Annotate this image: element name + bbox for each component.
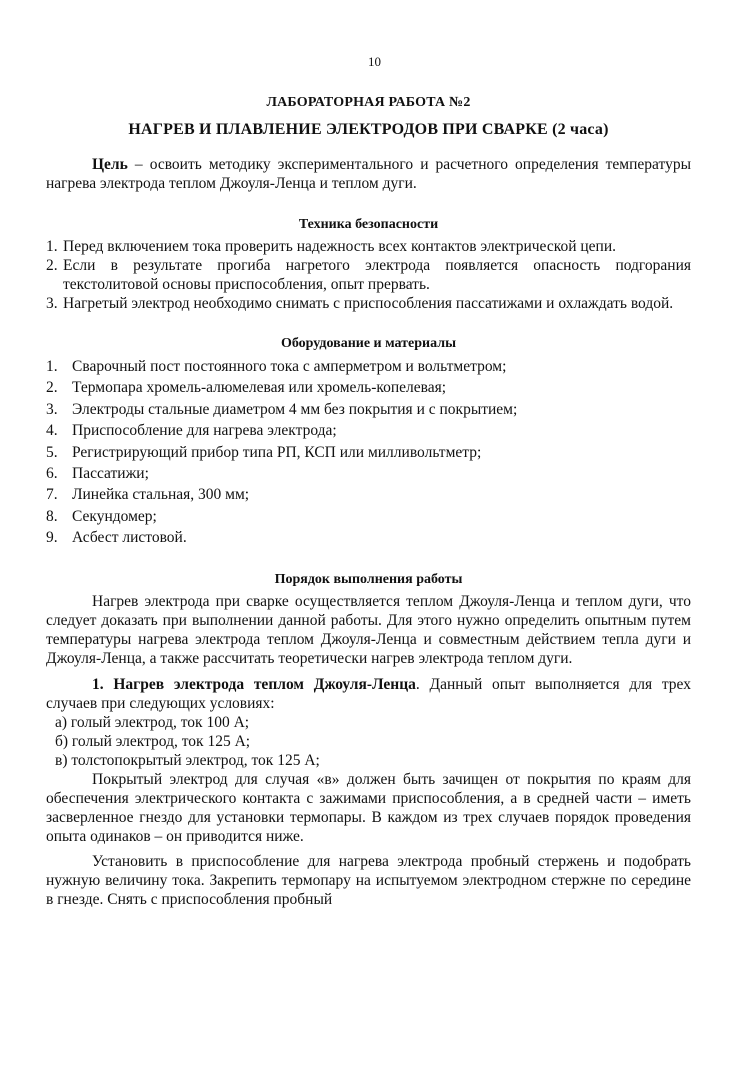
equipment-item-text: Сварочный пост постоянного тока с амперметром и вольтметром; [72,358,507,375]
equipment-item-text: Электроды стальные диаметром 4 мм без покрытия и с покрытием; [72,400,518,418]
equipment-item-number: 1. [46,358,58,375]
safety-item [46,294,691,313]
equipment-item-text: Регистрирующий прибор типа РП, КСП или милливольтметр; [72,443,482,461]
coated-electrode-paragraph: Покрытый электрод для случая «в» должен быть зачищен от покрытия по краям для обеспечения электрического контакта с зажимами приспособления, а в средней части – иметь засверленное гнездо для установки термопары. В каждом из трех случаев порядок проведения опыта одинаков – он приводится ниже. [46,770,691,845]
equipment-list [46,356,691,549]
safety-item [46,256,691,294]
equipment-item-number: 5. [46,443,58,461]
procedure-intro: Нагрев электрода при сварке осуществляется теплом Джоуля-Ленца и теплом дуги, что следует доказать при выполнении данной работы. Для этого нужно определить опытным путем температуры нагрева электрода теплом Джоуля-Ленца и совместным действием тепла дуги и Джоуля-Ленца, а также рассчитать теоретически нагрев электрода теплом дуги. [46,592,691,667]
step1-label: 1. Нагрев электрода теплом Джоуля-Ленца [92,675,416,693]
topic-title: НАГРЕВ И ПЛАВЛЕНИЕ ЭЛЕКТРОДОВ ПРИ СВАРКЕ (2 часа) [128,121,609,138]
safety-item-text: Перед включением тока проверить надежность всех контактов электрической цепи. [63,238,617,255]
equipment-item [46,484,691,505]
setup-paragraph: Установить в приспособление для нагрева электрода пробный стержень и подобрать нужную величину тока. Закрепить термопару на испытуемом электродном стержне по середине в гнезде. Снять с приспособления пробный [46,852,691,908]
step1-paragraph [46,675,691,713]
equipment-item-number: 9. [46,529,58,547]
equipment-item [46,377,691,398]
equipment-item [46,463,691,484]
safety-list [46,237,691,313]
goal-paragraph [46,155,691,193]
equipment-item-text: Пассатижи; [72,464,149,482]
equipment-heading: Оборудование и материалы [280,336,457,351]
page-number: 10 [368,54,381,69]
safety-heading: Техника безопасности [298,217,439,232]
goal-label: Цель [92,156,128,173]
equipment-item-text: Асбест листовой. [72,529,187,547]
equipment-item-text: Термопара хромель-алюмелевая или хромель-копелевая; [72,379,447,397]
condition-item: в) толстопокрытый электрод, ток 125 А; [55,751,320,769]
lab-title: ЛАБОРАТОРНАЯ РАБОТА №2 [266,95,471,110]
safety-item-text: Если в результате прогиба нагретого электрода появляется опасность подгорания текстолитовой основы приспособления, опыт прервать. [63,257,691,293]
safety-item [46,237,691,256]
step1-text: . Данный опыт выполняется для трех случаев при следующих условиях: [46,675,691,712]
safety-item-text: Нагретый электрод необходимо снимать с приспособления пассатижами и охлаждать водой. [63,295,674,312]
equipment-item [46,420,691,441]
goal-text: – освоить методику экспериментального и расчетного определения температуры нагрева электрода теплом Джоуля-Ленца и теплом дуги. [46,156,691,192]
safety-item-number: 2. [46,257,58,274]
safety-item-number: 3. [46,295,58,312]
equipment-item-number: 8. [46,507,58,525]
equipment-item-number: 6. [46,464,58,482]
equipment-item-number: 4. [46,422,58,440]
equipment-item-number: 7. [46,486,58,504]
procedure-heading: Порядок выполнения работы [274,571,463,587]
equipment-item-text: Линейка стальная, 300 мм; [72,486,250,504]
condition-item: а) голый электрод, ток 100 А; [55,713,250,731]
equipment-item [46,356,691,377]
condition-item: б) голый электрод, ток 125 А; [55,732,251,750]
equipment-item-number: 3. [46,400,58,418]
equipment-item-text: Секундомер; [72,507,157,525]
equipment-item [46,442,691,463]
equipment-item [46,506,691,527]
equipment-item [46,399,691,420]
equipment-item-number: 2. [46,379,58,397]
equipment-item [46,527,691,548]
safety-item-number: 1. [46,238,58,255]
equipment-item-text: Приспособление для нагрева электрода; [72,422,337,440]
